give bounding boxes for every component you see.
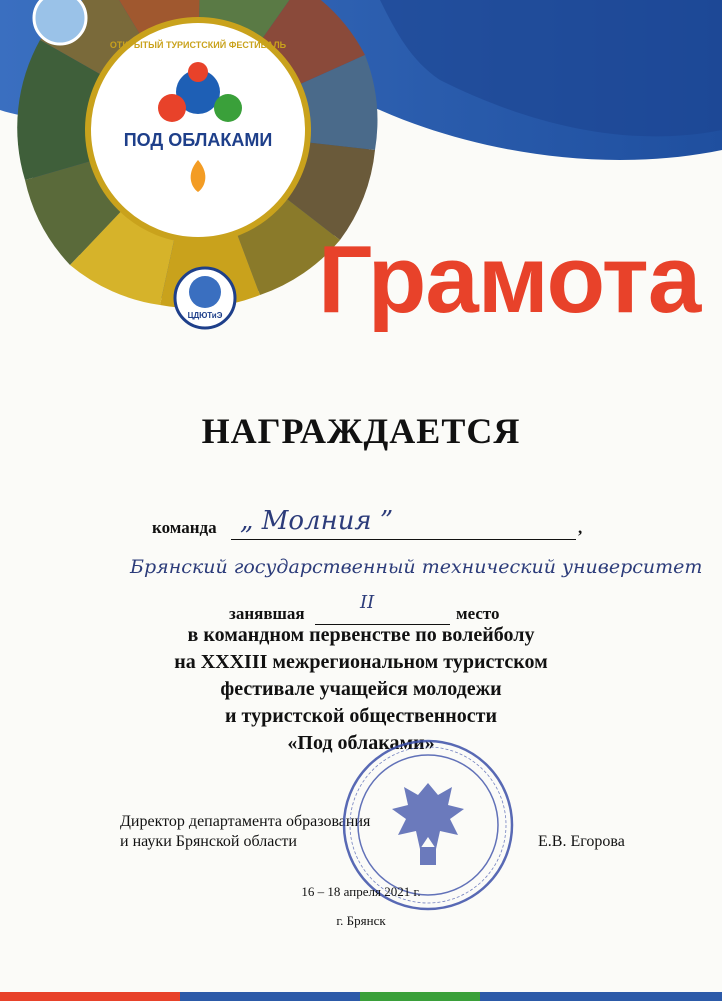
position-line: Директор департамента образования xyxy=(120,813,371,830)
festival-name: ПОД ОБЛАКАМИ xyxy=(123,130,273,150)
festival-arc-text: ОТКРЫТЫЙ ТУРИСТСКИЙ ФЕСТИВАЛЬ xyxy=(109,40,287,50)
place-value: II xyxy=(360,592,375,613)
body-line: и туристской общественности xyxy=(225,705,497,727)
body-line: фестивале учащейся молодежи xyxy=(220,678,502,700)
body-line: в командном первенстве по волейболу xyxy=(187,624,535,646)
body-line: на XXXIII межрегиональном туристском xyxy=(174,651,548,673)
team-comma: , xyxy=(578,518,583,537)
university-name: Брянский государственный технический университет xyxy=(130,556,703,578)
awarded-heading: НАГРАЖДАЕТСЯ xyxy=(201,411,521,451)
bottom-stripe xyxy=(0,992,722,1001)
body-line: «Под облаками» xyxy=(287,732,435,754)
event-city: г. Брянск xyxy=(336,913,386,928)
signatory-name: Е.В. Егорова xyxy=(538,833,625,850)
cdyutie-badge xyxy=(175,268,235,328)
badge-text: ЦДЮТиЭ xyxy=(187,311,223,320)
team-name: „ Молния ” xyxy=(240,506,394,536)
place-suffix: место xyxy=(456,604,500,623)
certificate-title: Грамота xyxy=(318,226,701,333)
place-label: занявшая xyxy=(229,604,305,623)
team-label: команда xyxy=(152,518,217,537)
event-dates: 16 – 18 апреля 2021 г. xyxy=(301,884,421,899)
small-photo-circle xyxy=(34,0,86,44)
signatory-position xyxy=(120,812,370,852)
team-underline xyxy=(231,539,576,540)
position-line: и науки Брянской области xyxy=(120,833,297,850)
